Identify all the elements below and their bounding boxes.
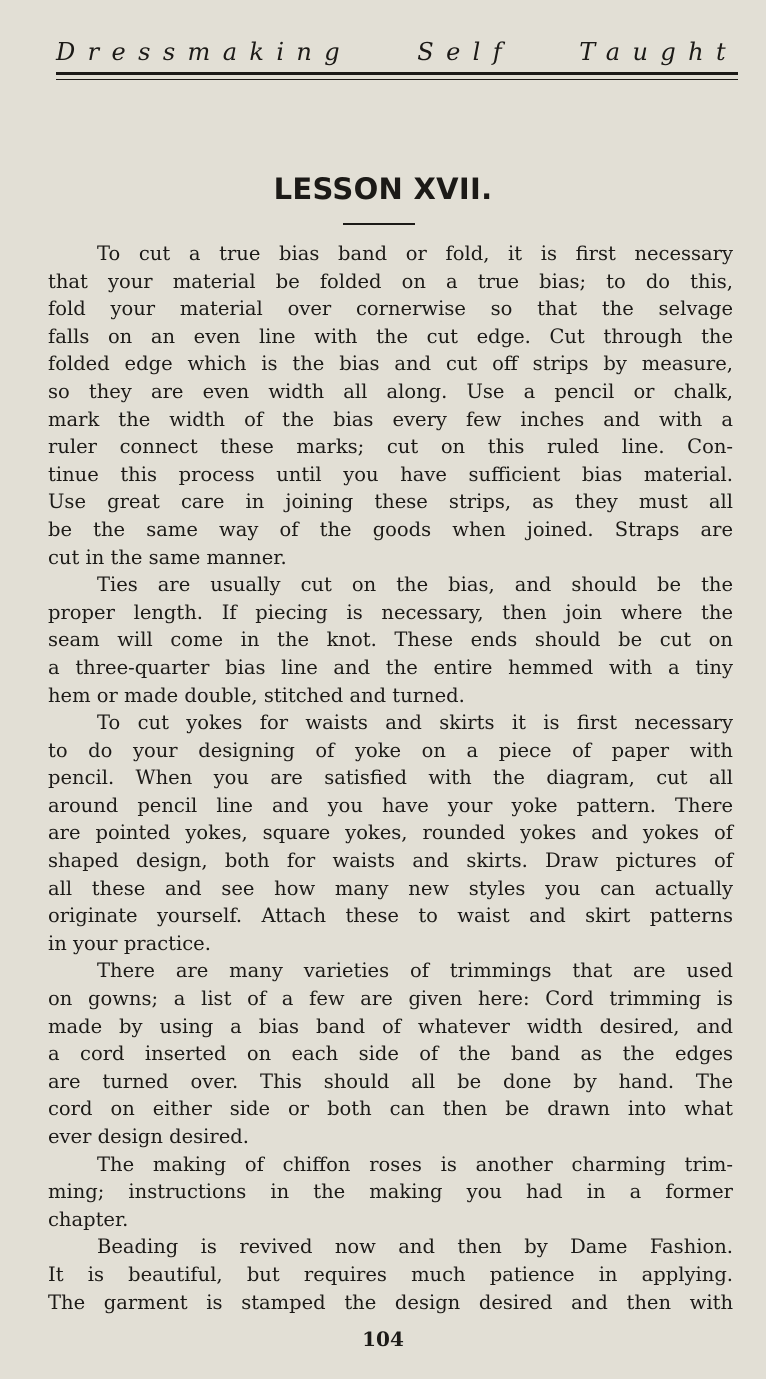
- text-line: fold your material over cornerwise so that the selvage: [48, 297, 733, 321]
- paragraph: [48, 1151, 733, 1234]
- paragraph: [48, 240, 733, 571]
- text-line: tinue this process until you have sufficient bias material.: [48, 462, 733, 486]
- lesson-title: LESSON XVII.: [273, 172, 493, 206]
- text-line: falls on an even line with the cut edge. Cut through the: [48, 324, 733, 348]
- text-line: pencil. When you are satisfied with the diagram, cut all: [48, 766, 733, 790]
- page-number: 104: [362, 1327, 404, 1351]
- text-line: The garment is stamped the design desired and then with: [48, 1290, 733, 1314]
- text-line: originate yourself. Attach these to waist and skirt patterns: [48, 904, 733, 928]
- text-line: a cord inserted on each side of the band as the edges: [48, 1042, 733, 1066]
- text-line: to do your designing of yoke on a piece of paper with: [48, 738, 733, 762]
- text-line: folded edge which is the bias and cut off strips by measure,: [48, 352, 733, 376]
- header-rule-thick: [56, 72, 738, 75]
- paragraph: [48, 709, 733, 957]
- text-line: in your practice.: [48, 931, 211, 955]
- text-line: Beading is revived now and then by Dame Fashion.: [97, 1235, 733, 1259]
- text-line: are pointed yokes, square yokes, rounded yokes and yokes of: [48, 821, 733, 845]
- text-line: that your material be folded on a true bias; to do this,: [48, 269, 733, 293]
- text-line: ever design desired.: [48, 1125, 249, 1148]
- text-line: seam will come in the knot. These ends should be cut on: [48, 628, 733, 652]
- text-line: so they are even width all along. Use a pencil or chalk,: [48, 379, 733, 403]
- body-text: [48, 240, 733, 1316]
- text-line: proper length. If piecing is necessary, then join where the: [48, 600, 733, 624]
- text-line: on gowns; a list of a few are given here: Cord trimming is: [48, 987, 733, 1011]
- text-line: shaped design, both for waists and skirts. Draw pictures of: [48, 849, 733, 873]
- header-rule-thin: [56, 79, 738, 80]
- running-head-word: Self: [417, 38, 515, 66]
- text-line: a three-quarter bias line and the entire hemmed with a tiny: [48, 655, 733, 679]
- text-line: around pencil line and you have your yoke pattern. There: [48, 793, 733, 817]
- text-line: There are many varieties of trimmings that are used: [97, 959, 733, 983]
- text-line: Ties are usually cut on the bias, and should be the: [97, 573, 733, 597]
- running-head-word: Taught: [579, 38, 738, 66]
- text-line: To cut yokes for waists and skirts it is first necessary: [97, 711, 733, 735]
- text-line: ruler connect these marks; cut on this ruled line. Con-: [48, 435, 733, 459]
- paragraph: [48, 1233, 733, 1316]
- text-line: cord on either side or both can then be drawn into what: [48, 1097, 733, 1121]
- paragraph: [48, 571, 733, 709]
- text-line: ming; instructions in the making you had in a former: [48, 1180, 733, 1204]
- text-line: are turned over. This should all be done by hand. The: [48, 1069, 733, 1093]
- text-line: It is beautiful, but requires much patience in applying.: [48, 1262, 733, 1286]
- title-divider: [343, 223, 415, 225]
- text-line: hem or made double, stitched and turned.: [48, 683, 465, 707]
- text-line: made by using a bias band of whatever width desired, and: [48, 1014, 733, 1038]
- text-line: all these and see how many new styles you can actually: [48, 876, 733, 900]
- running-head: [56, 38, 738, 72]
- text-line: cut in the same manner.: [48, 545, 287, 569]
- text-line: be the same way of the goods when joined. Straps are: [48, 517, 733, 541]
- text-line: To cut a true bias band or fold, it is first necessary: [97, 242, 733, 265]
- paragraph: [48, 957, 733, 1150]
- text-line: chapter.: [48, 1207, 129, 1231]
- text-line: The making of chiffon roses is another charming trim-: [97, 1152, 733, 1176]
- running-head-word: Dressmaking: [56, 38, 353, 66]
- text-line: mark the width of the bias every few inches and with a: [48, 407, 733, 431]
- text-line: Use great care in joining these strips, as they must all: [48, 490, 733, 514]
